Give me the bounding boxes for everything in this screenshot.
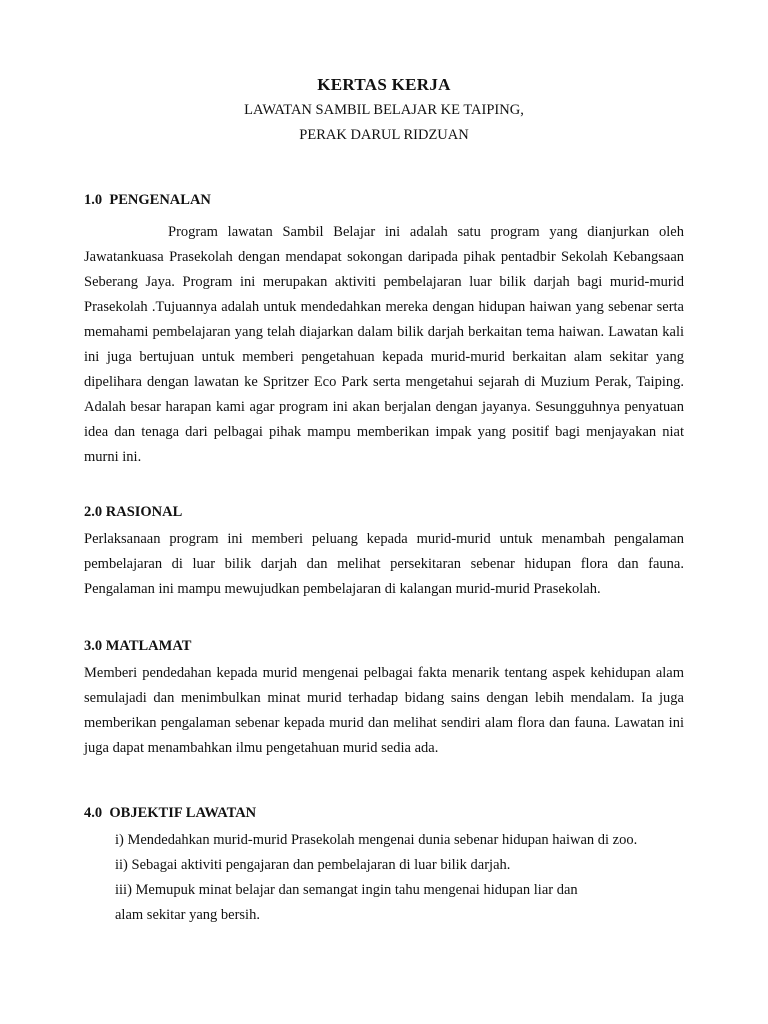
section-body-matlamat: Memberi pendedahan kepada murid mengenai pelbagai fakta menarik tentang aspek kehidupan alam semulajadi dan menimbulkan minat murid terhadap bidang sains dengan lebih mendalam. Ia juga memberikan pengalaman sebenar kepada murid dan melihat sendiri alam flora dan fauna. Lawatan ini juga dapat menambahkan ilmu pengetahuan murid sedia ada. <box>84 665 684 756</box>
list-item-continuation: alam sekitar yang bersih. <box>115 907 260 923</box>
section-body-pengenalan: Program lawatan Sambil Belajar ini adalah satu program yang dianjurkan oleh Jawatankuasa Prasekolah dengan mendapat sokongan daripada pihak pentadbir Sekolah Kebangsaan Seberang Jaya. Program ini merupakan aktiviti pembelajaran luar bilik darjah bagi murid-murid Prasekolah .Tujuannya adalah untuk mendedahkan mereka dengan hidupan haiwan yang sebenar serta memahami pembelajaran yang telah diajarkan dalam bilik darjah berkaitan tema haiwan. Lawatan kali ini juga bertujuan untuk memberi pengetahuan kepada murid-murid berkaitan alam sekitar yang dipelihara dengan lawatan ke Spritzer Eco Park serta mengetahui sejarah di Muzium Perak, Taiping. Adalah besar harapan kami agar program ini akan berjalan dengan jayanya. Sesungguhnya penyatuan idea dan tenaga dari pelbagai pihak mampu memberikan impak yang positif bagi menjayakan niat murni ini. <box>84 224 684 465</box>
section-body-rasional: Perlaksanaan program ini memberi peluang kepada murid-murid untuk menambah pengalaman pembelajaran di luar bilik darjah dan melihat persekitaran sebenar hidupan flora dan fauna. Pengalaman ini mampu mewujudkan pembelajaran di kalangan murid-murid Prasekolah. <box>84 531 684 597</box>
list-item: ii) Sebagai aktiviti pengajaran dan pembelajaran di luar bilik darjah. <box>115 857 511 873</box>
list-item: i) Mendedahkan murid-murid Prasekolah mengenai dunia sebenar hidupan haiwan di zoo. <box>115 832 638 848</box>
document-subtitle-line1: LAWATAN SAMBIL BELAJAR KE TAIPING, <box>244 102 524 118</box>
list-item: iii) Memupuk minat belajar dan semangat ingin tahu mengenai hidupan liar dan <box>115 882 578 898</box>
section-heading-rasional: 2.0 RASIONAL <box>84 504 183 520</box>
document-title: KERTAS KERJA <box>317 75 451 94</box>
section-heading-objektif: 4.0 OBJEKTIF LAWATAN <box>84 805 257 821</box>
section-heading-matlamat: 3.0 MATLAMAT <box>84 638 192 654</box>
objective-list <box>115 828 695 928</box>
section-heading-pengenalan: 1.0 PENGENALAN <box>84 192 211 208</box>
document-subtitle-line2: PERAK DARUL RIDZUAN <box>299 127 469 143</box>
